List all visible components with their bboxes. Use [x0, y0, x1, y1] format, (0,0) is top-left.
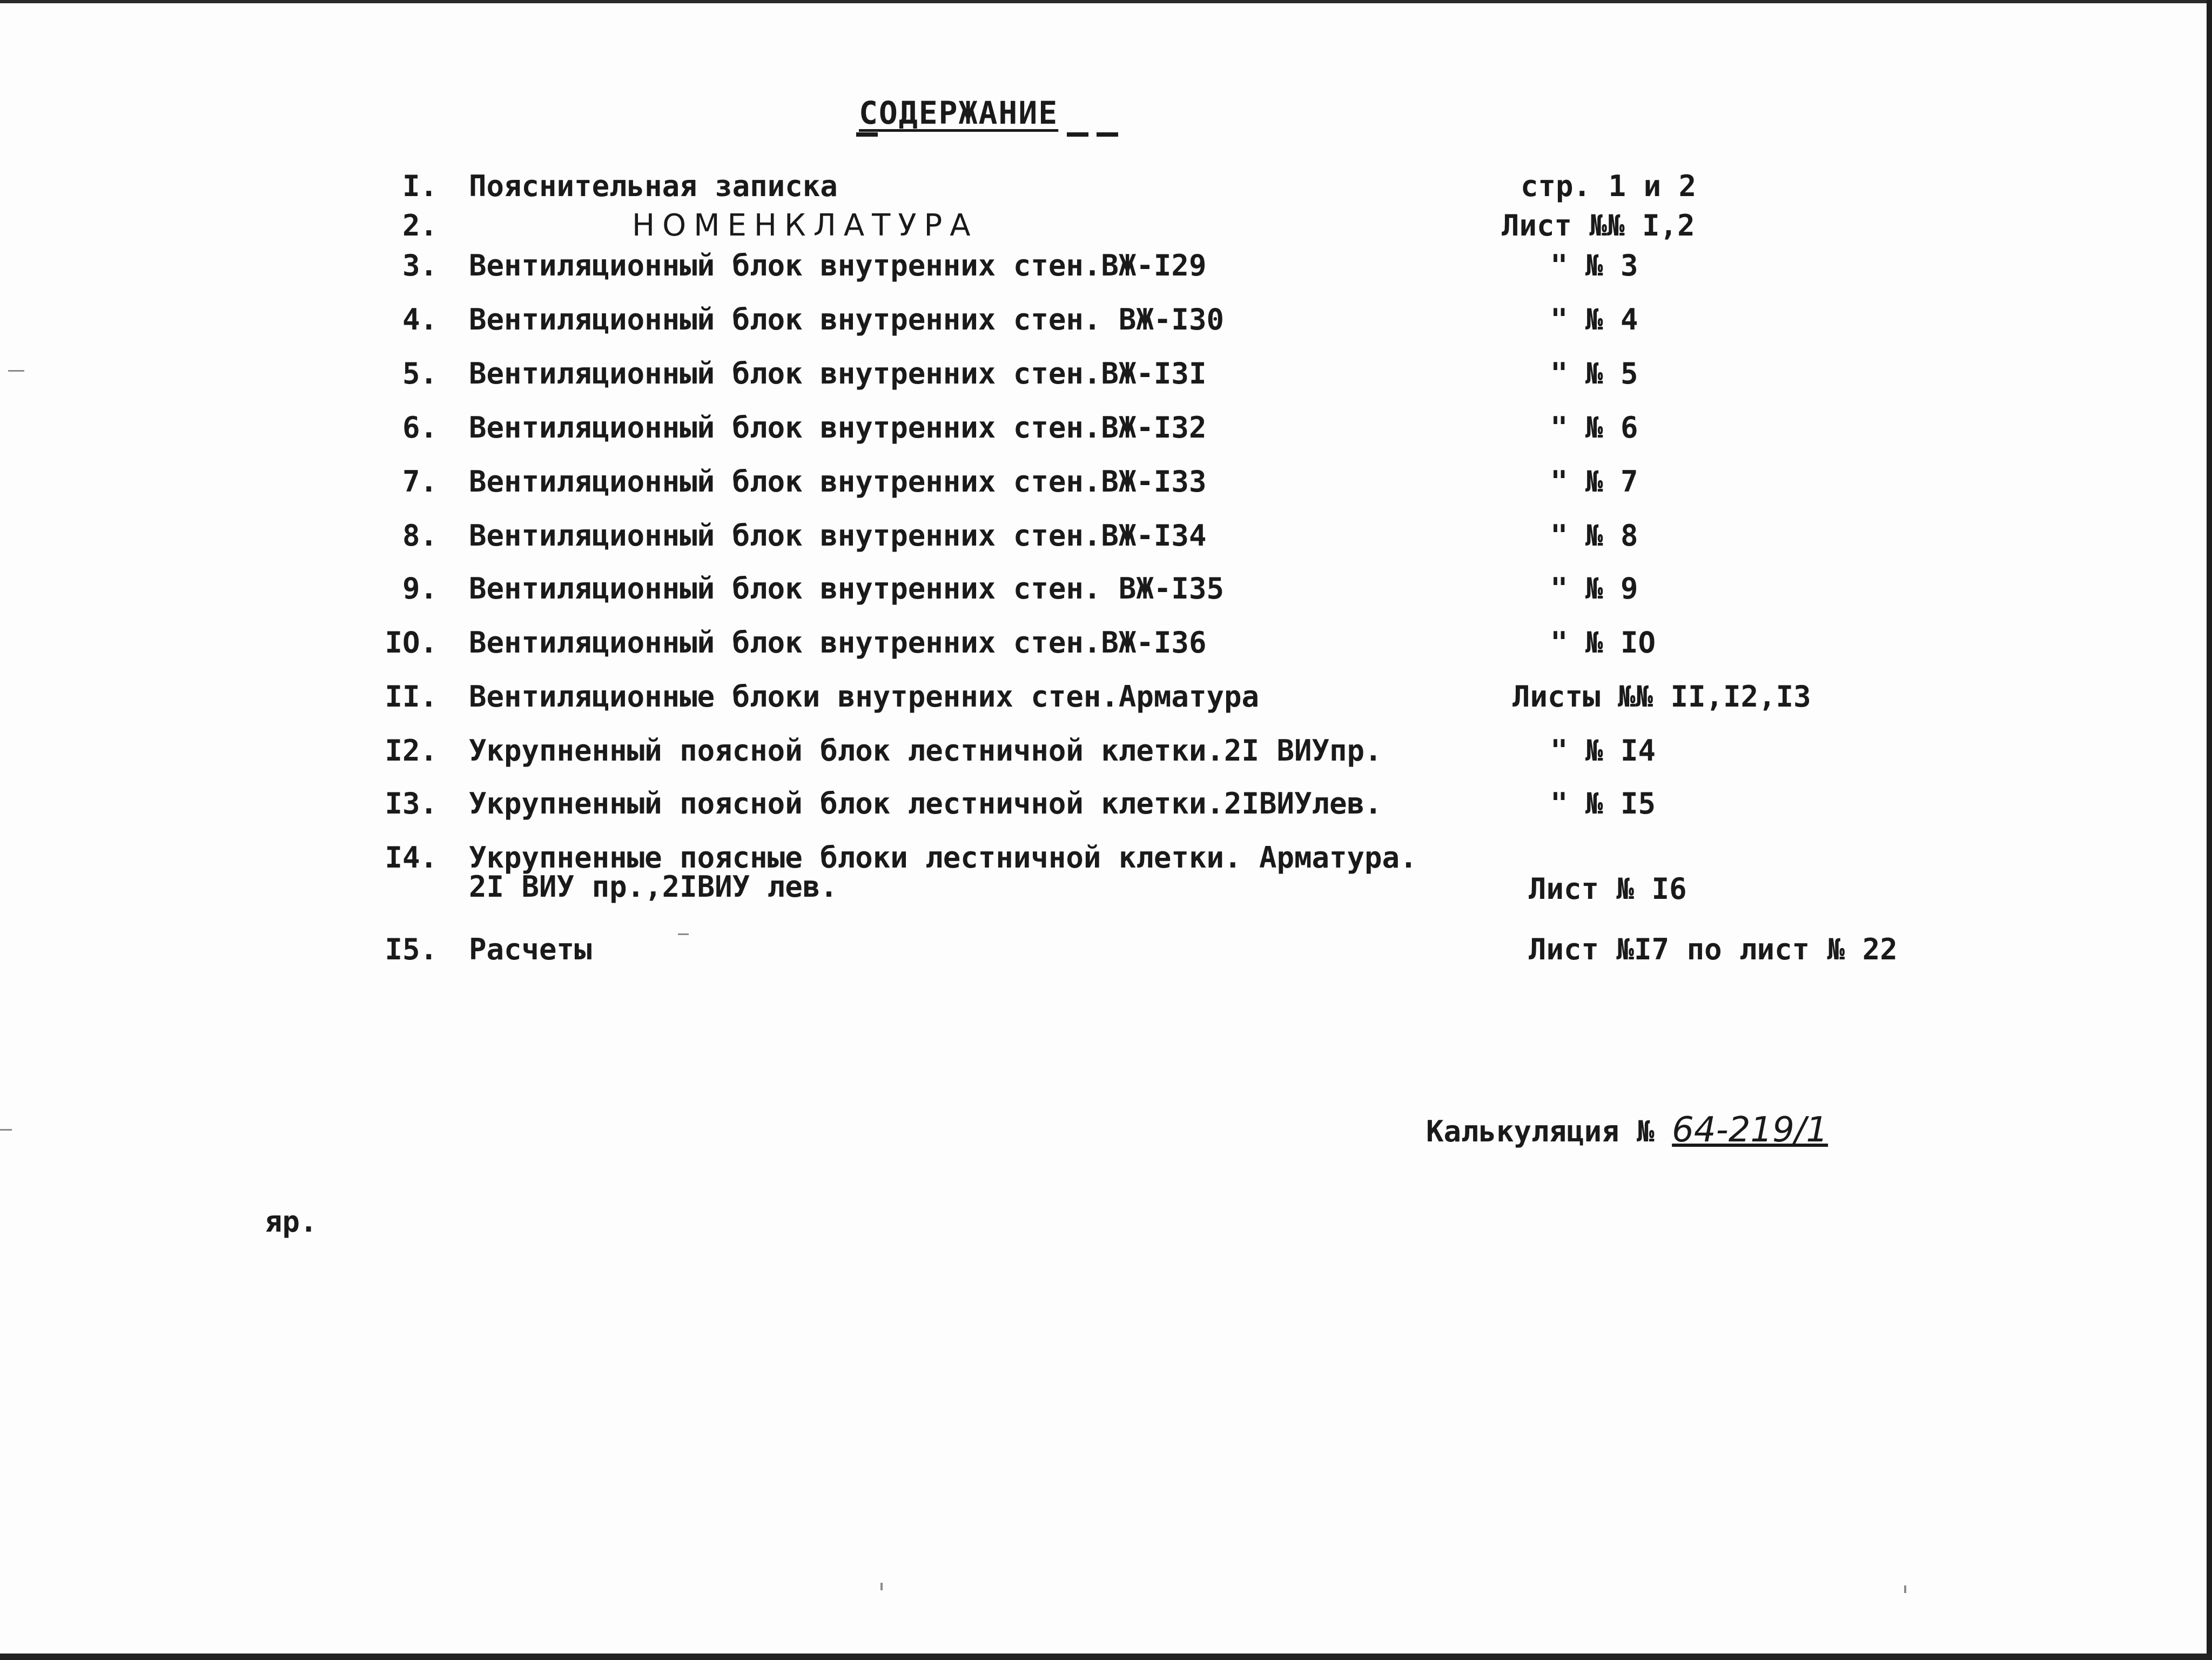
item-number: 6. [402, 411, 438, 445]
item-number: II. [385, 680, 438, 714]
item-description: Укрупненные поясные блоки лестничной клетки. Арматура. [469, 841, 1417, 875]
item-reference: " № IO [1550, 626, 1656, 660]
scan-border-top [0, 0, 2212, 3]
scan-speck [8, 370, 24, 372]
item-description: Вентиляционный блок внутренних стен.ВЖ-I29 [469, 248, 1207, 283]
item-reference: " № 6 [1550, 411, 1638, 445]
list-item [0, 729, 2212, 772]
item-number: 7. [402, 465, 438, 499]
item-description-line-2: 2I ВИУ пр.,2IВИУ лев. [469, 870, 838, 904]
item-description: Расчеты [469, 932, 592, 966]
item-description: Вентиляционный блок внутренних стен.ВЖ-I36 [469, 626, 1207, 660]
item-reference: Листы №№ II,I2,I3 [1512, 680, 1811, 714]
list-item [0, 165, 2212, 208]
item-reference: " № 8 [1550, 519, 1638, 553]
item-number: 9. [402, 572, 438, 606]
calculation-number [1426, 1110, 1828, 1150]
item-number: I4. [385, 841, 438, 875]
title-dash-right-1 [1067, 132, 1088, 137]
item-description: Вентиляционный блок внутренних стен. ВЖ-I30 [469, 303, 1224, 337]
item-number: 3. [402, 248, 438, 283]
item-number: 5. [402, 357, 438, 391]
item-reference: " № 9 [1550, 572, 1638, 606]
item-reference: " № I4 [1550, 734, 1656, 768]
author-initials: яр. [265, 1205, 318, 1239]
item-description: Пояснительная записка [469, 169, 838, 203]
item-description: Вентиляционный блок внутренних стен.ВЖ-I33 [469, 465, 1207, 499]
list-item [0, 204, 2212, 247]
scan-speck [678, 933, 689, 935]
item-description: НОМЕНКЛАТУРА [632, 208, 978, 243]
scan-speck [0, 1129, 12, 1131]
list-item [0, 621, 2212, 664]
item-number: I. [402, 169, 438, 203]
calculation-value: 64-219/1 [1672, 1110, 1828, 1150]
title-dash-left [856, 132, 878, 137]
item-description: Вентиляционный блок внутренних стен.ВЖ-I32 [469, 411, 1207, 445]
list-item [0, 298, 2212, 341]
scan-border-bottom [0, 1654, 2212, 1660]
item-description: Укрупненный поясной блок лестничной клетки.2I ВИУпр. [469, 734, 1382, 768]
item-number: IO. [385, 626, 438, 660]
item-description: Вентиляционный блок внутренних стен.ВЖ-I34 [469, 519, 1207, 553]
item-number: 2. [402, 209, 438, 243]
item-description: Укрупненный поясной блок лестничной клетки.2IВИУлев. [469, 787, 1382, 821]
item-reference: " № 5 [1550, 357, 1638, 391]
list-item [0, 406, 2212, 449]
item-description: Вентиляционные блоки внутренних стен.Арматура [469, 680, 1259, 714]
title-dash-right-2 [1097, 132, 1118, 137]
scan-speck [880, 1583, 883, 1590]
item-number: I2. [385, 734, 438, 768]
list-item [0, 352, 2212, 395]
item-reference: " № I5 [1550, 787, 1656, 821]
item-number: 8. [402, 519, 438, 553]
list-item [0, 244, 2212, 287]
scan-speck [1904, 1585, 1906, 1593]
item-reference: " № 4 [1550, 303, 1638, 337]
item-reference: Лист №№ I,2 [1502, 209, 1695, 243]
list-item [0, 514, 2212, 557]
item-number: 4. [402, 303, 438, 337]
item-reference: стр. 1 и 2 [1521, 169, 1697, 203]
list-item [0, 567, 2212, 610]
list-item [0, 782, 2212, 825]
item-number: I5. [385, 932, 438, 966]
calculation-label: Калькуляция № [1426, 1114, 1672, 1148]
item-description: Вентиляционный блок внутренних стен.ВЖ-I3I [469, 357, 1207, 391]
item-reference: Лист №I7 по лист № 22 [1529, 932, 1898, 966]
list-item [0, 928, 2212, 971]
item-reference: " № 3 [1550, 248, 1638, 283]
item-reference: Лист № I6 [1529, 872, 1687, 906]
item-number: I3. [385, 787, 438, 821]
page-title: СОДЕРЖАНИЕ [859, 95, 1059, 131]
item-description: Вентиляционный блок внутренних стен. ВЖ-I35 [469, 572, 1224, 606]
list-item [0, 460, 2212, 503]
list-item [0, 675, 2212, 718]
item-reference: " № 7 [1550, 465, 1638, 499]
list-item [0, 836, 2212, 906]
